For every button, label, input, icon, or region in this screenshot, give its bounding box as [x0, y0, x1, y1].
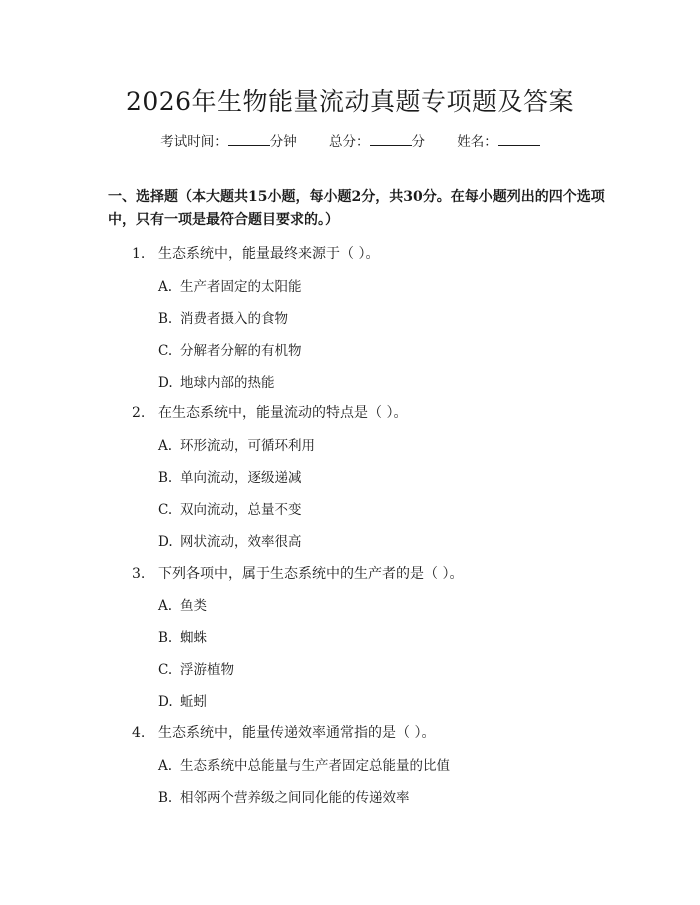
option-letter: B. — [158, 470, 173, 486]
option-text: 双向流动，总量不变 — [180, 502, 302, 518]
option-text: 环形流动，可循环利用 — [180, 438, 315, 454]
option-text: 消费者摄入的食物 — [180, 311, 288, 327]
option-text: 生产者固定的太阳能 — [180, 279, 302, 295]
exam-meta — [0, 130, 700, 150]
question-3 — [132, 563, 463, 583]
time-label: 考试时间： — [160, 134, 228, 150]
option-letter: B. — [158, 790, 173, 806]
question-3-option-a — [158, 594, 207, 614]
option-text: 蜘蛛 — [180, 630, 207, 646]
option-text: 分解者分解的有机物 — [180, 343, 302, 359]
question-3-option-d — [158, 690, 207, 710]
option-text: 蚯蚓 — [180, 694, 207, 710]
option-letter: D. — [158, 375, 173, 391]
question-1-option-a — [158, 275, 302, 295]
option-letter: A. — [158, 758, 173, 774]
question-2-option-a — [158, 434, 315, 454]
option-letter: D. — [158, 534, 173, 550]
question-3-option-b — [158, 626, 207, 646]
score-label: 总分： — [329, 134, 370, 150]
question-2 — [132, 402, 407, 422]
option-letter: A. — [158, 279, 173, 295]
exam-name — [457, 130, 540, 150]
option-text: 浮游植物 — [180, 662, 234, 678]
option-text: 地球内部的热能 — [180, 375, 275, 391]
question-4 — [132, 722, 435, 742]
page-title: 2026年生物能量流动真题专项题及答案 — [125, 87, 575, 116]
question-number: 3. — [132, 566, 146, 582]
exam-time — [160, 130, 297, 150]
option-text: 生态系统中总能量与生产者固定总能量的比值 — [180, 758, 450, 774]
time-unit: 分钟 — [269, 134, 297, 150]
option-letter: A. — [158, 438, 173, 454]
option-text: 单向流动，逐级递减 — [180, 470, 302, 486]
option-letter: B. — [158, 311, 173, 327]
option-letter: C. — [158, 502, 173, 518]
option-letter: D. — [158, 694, 173, 710]
question-4-option-b — [158, 786, 410, 806]
question-number: 1. — [132, 246, 146, 262]
option-letter: A. — [158, 598, 173, 614]
option-text: 鱼类 — [180, 598, 207, 614]
question-number: 2. — [132, 405, 146, 421]
score-unit: 分 — [411, 134, 425, 150]
option-letter: C. — [158, 662, 173, 678]
question-4-option-a — [158, 754, 450, 774]
name-label: 姓名： — [457, 134, 498, 150]
question-number: 4. — [132, 725, 146, 741]
question-text: 在生态系统中，能量流动的特点是（ ）。 — [158, 405, 408, 421]
option-letter: C. — [158, 343, 173, 359]
question-2-option-c — [158, 498, 302, 518]
question-1 — [132, 243, 379, 263]
question-1-option-c — [158, 339, 302, 359]
time-blank — [228, 133, 270, 146]
question-1-option-d — [158, 371, 275, 391]
option-text: 网状流动，效率很高 — [180, 534, 302, 550]
score-blank — [370, 133, 412, 146]
option-letter: B. — [158, 630, 173, 646]
option-text: 相邻两个营养级之间同化能的传递效率 — [180, 790, 410, 806]
question-text: 生态系统中，能量传递效率通常指的是（ ）。 — [158, 725, 436, 741]
section-heading: 一、选择题（本大题共15小题，每小题2分，共30分。在每小题列出的四个选项中，只有一项是最符合题目要求的。） — [108, 189, 605, 228]
question-2-option-d — [158, 530, 302, 550]
question-text: 生态系统中，能量最终来源于（ ）。 — [158, 246, 380, 262]
question-1-option-b — [158, 307, 288, 327]
exam-score — [329, 130, 425, 150]
question-2-option-b — [158, 466, 302, 486]
question-text: 下列各项中，属于生态系统中的生产者的是（ ）。 — [158, 566, 464, 582]
question-3-option-c — [158, 658, 234, 678]
name-blank — [498, 133, 540, 146]
